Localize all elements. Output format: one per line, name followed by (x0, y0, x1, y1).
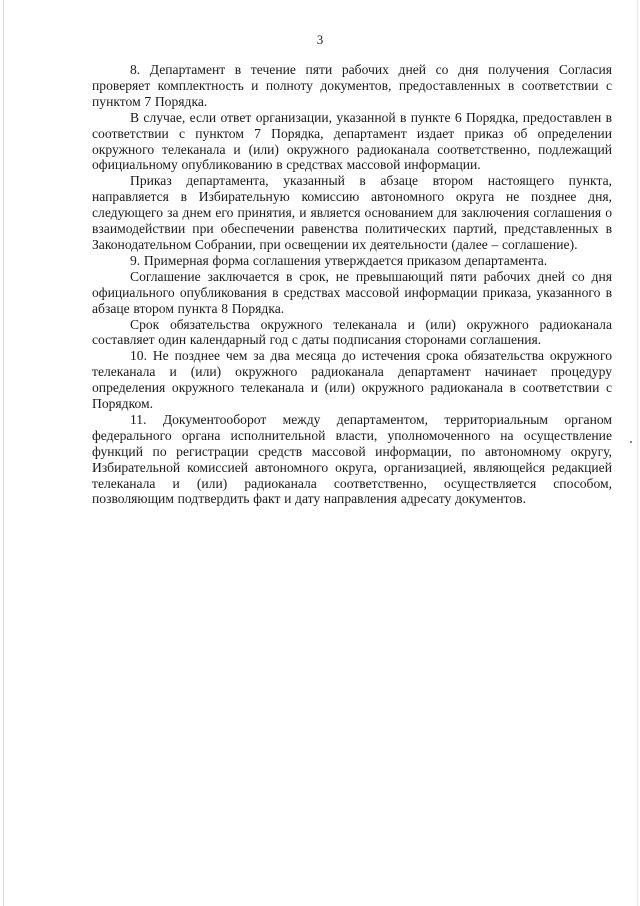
paragraph-8-order: Приказ департамента, указанный в абзаце втором настоящего пункта, направляется в Избирательную комиссию автономного округа не позднее дня, следующего за днем его принятия, и является основанием для заключения соглашения о взаимодействии при обеспечении равенства политических партий, представленных в Законодательном Собрании, при освещении их деятельности (далее – соглашение). (92, 173, 612, 252)
paragraph-8-case: В случае, если ответ организации, указанной в пункте 6 Порядка, предоставлен в соответствии с пунктом 7 Порядка, департамент издает приказ об определении окружного телеканала и (или) окружного радиоканала соответственно, подлежащий официальному опубликованию в средствах массовой информации. (92, 109, 612, 173)
page-number: 3 (316, 32, 324, 47)
paragraph-9: 9. Примерная форма соглашения утверждается приказом департамента. (130, 252, 548, 268)
scan-edge-right (637, 0, 638, 906)
paragraph-11: 11. Документооборот между департаментом, территориальным органом федерального органа исполнительной власти, уполномоченного на осуществление функций по регистрации средств массовой информации, по автономному округу, Избирательной комиссией автономного округа, организацией, являющейся редакцией телеканала и (или) радиоканала соответственно, осуществляется способом, позволяющим подтвердить факт и дату направления адресату документов. (92, 411, 612, 507)
paragraph-8: 8. Департамент в течение пяти рабочих дней со дня получения Согласия проверяет комплектность и полноту документов, предоставленных в соответствии с пунктом 7 Порядка. (92, 62, 612, 109)
paragraph-9-agreement: Соглашение заключается в срок, не превышающий пяти рабочих дней со дня официального опубликования в средствах массовой информации приказа, указанного в абзаце втором пункта 8 Порядка. (92, 268, 612, 316)
scan-artifact (630, 441, 632, 443)
paragraph-10: 10. Не позднее чем за два месяца до истечения срока обязательства окружного телеканала и (или) окружного радиоканала департамент начинает процедуру определения окружного телеканала и (или) окружного радиоканала в соответствии с Порядком. (92, 348, 612, 412)
paragraph-9-term: Срок обязательства окружного телеканала и (или) окружного радиоканала составляет один календарный год с даты подписания сторонами соглашения. (92, 316, 612, 348)
scan-edge-left (3, 0, 4, 906)
document-body (92, 62, 612, 507)
